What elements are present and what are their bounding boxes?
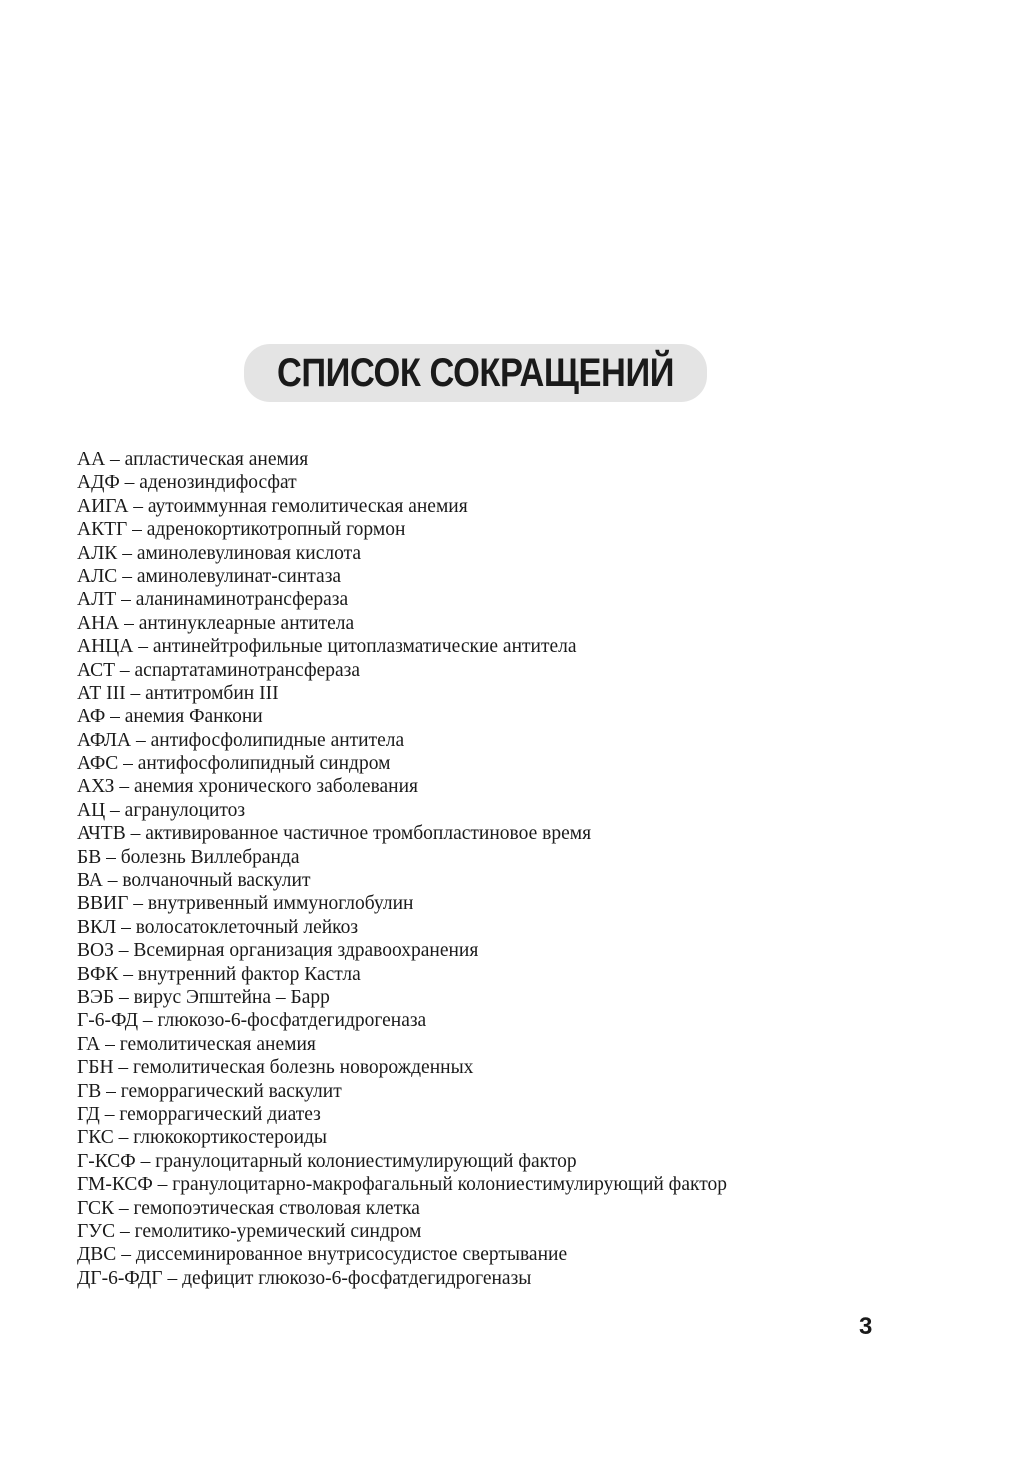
abbreviation-entry: ДГ-6-ФДГ – дефицит глюкозо-6-фосфатдегидрогеназы (77, 1267, 532, 1289)
abbreviation-entry: ГМ-КСФ – гранулоцитарно-макрофагальный колониестимулирующий фактор (77, 1174, 727, 1196)
abbreviation-entry: АНЦА – антинейтрофильные цитоплазматические антитела (77, 636, 577, 658)
abbreviation-entry: ГА – гемолитическая анемия (77, 1033, 316, 1055)
abbreviation-entry: АНА – антинуклеарные антитела (77, 612, 355, 634)
abbreviation-entry: АКТГ – адренокортикотропный гормон (77, 519, 406, 541)
abbreviation-entry: АИГА – аутоиммунная гемолитическая анемия (77, 495, 468, 517)
abbreviation-entry: АЦ – агранулоцитоз (77, 799, 246, 821)
abbreviation-entry: АА – апластическая анемия (77, 449, 309, 470)
abbreviation-entry: АФ – анемия Фанкони (77, 706, 263, 728)
abbreviation-entry: ВЭБ – вирус Эпштейна – Барр (77, 986, 330, 1008)
abbreviation-entry: АДФ – аденозиндифосфат (77, 472, 297, 494)
abbreviation-list (77, 448, 727, 1290)
abbreviation-entry: ГКС – глюкокортикостероиды (77, 1127, 328, 1149)
abbreviation-entry: ДВС – диссеминированное внутрисосудистое свертывание (77, 1244, 568, 1266)
abbreviation-entry: АЧТВ – активированное частичное тромбопластиновое время (77, 823, 592, 845)
abbreviation-entry: Г-6-ФД – глюкозо-6-фосфатдегидрогеназа (77, 1010, 427, 1032)
abbreviation-entry: ВОЗ – Всемирная организация здравоохранения (77, 940, 479, 962)
page-number: 3 (859, 1313, 873, 1340)
abbreviation-entry: АФС – антифосфолипидный синдром (77, 753, 391, 775)
abbreviation-entry: АХЗ – анемия хронического заболевания (77, 776, 419, 798)
abbreviation-entry: ВВИГ – внутривенный иммуноглобулин (77, 893, 414, 915)
abbreviation-entry: АЛС – аминолевулинат-синтаза (77, 565, 342, 587)
abbreviation-entry: АСТ – аспартатаминотрансфераза (77, 659, 360, 681)
abbreviation-entry: АЛТ – аланинаминотрансфераза (77, 589, 349, 611)
page-title: СПИСОК СОКРАЩЕНИЙ (276, 350, 675, 395)
abbreviation-entry: ГД – геморрагический диатез (77, 1103, 321, 1125)
abbreviation-entry: ВФК – внутренний фактор Кастла (77, 963, 361, 985)
abbreviation-entry: ВКЛ – волосатоклеточный лейкоз (77, 916, 359, 938)
abbreviation-entry: ГВ – геморрагический васкулит (77, 1080, 342, 1102)
abbreviation-entry: Г-КСФ – гранулоцитарный колониестимулирующий фактор (77, 1150, 577, 1172)
abbreviation-entry: АФЛА – антифосфолипидные антитела (77, 729, 405, 751)
abbreviation-entry: АТ III – антитромбин III (77, 682, 279, 704)
abbreviation-entry: АЛК – аминолевулиновая кислота (77, 542, 361, 564)
abbreviation-entry: ГСК – гемопоэтическая стволовая клетка (77, 1197, 420, 1219)
heading-banner (244, 344, 707, 402)
abbreviation-entry: ВА – волчаночный васкулит (77, 870, 311, 892)
abbreviation-entry: ГУС – гемолитико-уремический синдром (77, 1220, 422, 1242)
abbreviation-entry: БВ – болезнь Виллебранда (77, 846, 300, 868)
abbreviation-entry: ГБН – гемолитическая болезнь новорожденных (77, 1057, 474, 1079)
